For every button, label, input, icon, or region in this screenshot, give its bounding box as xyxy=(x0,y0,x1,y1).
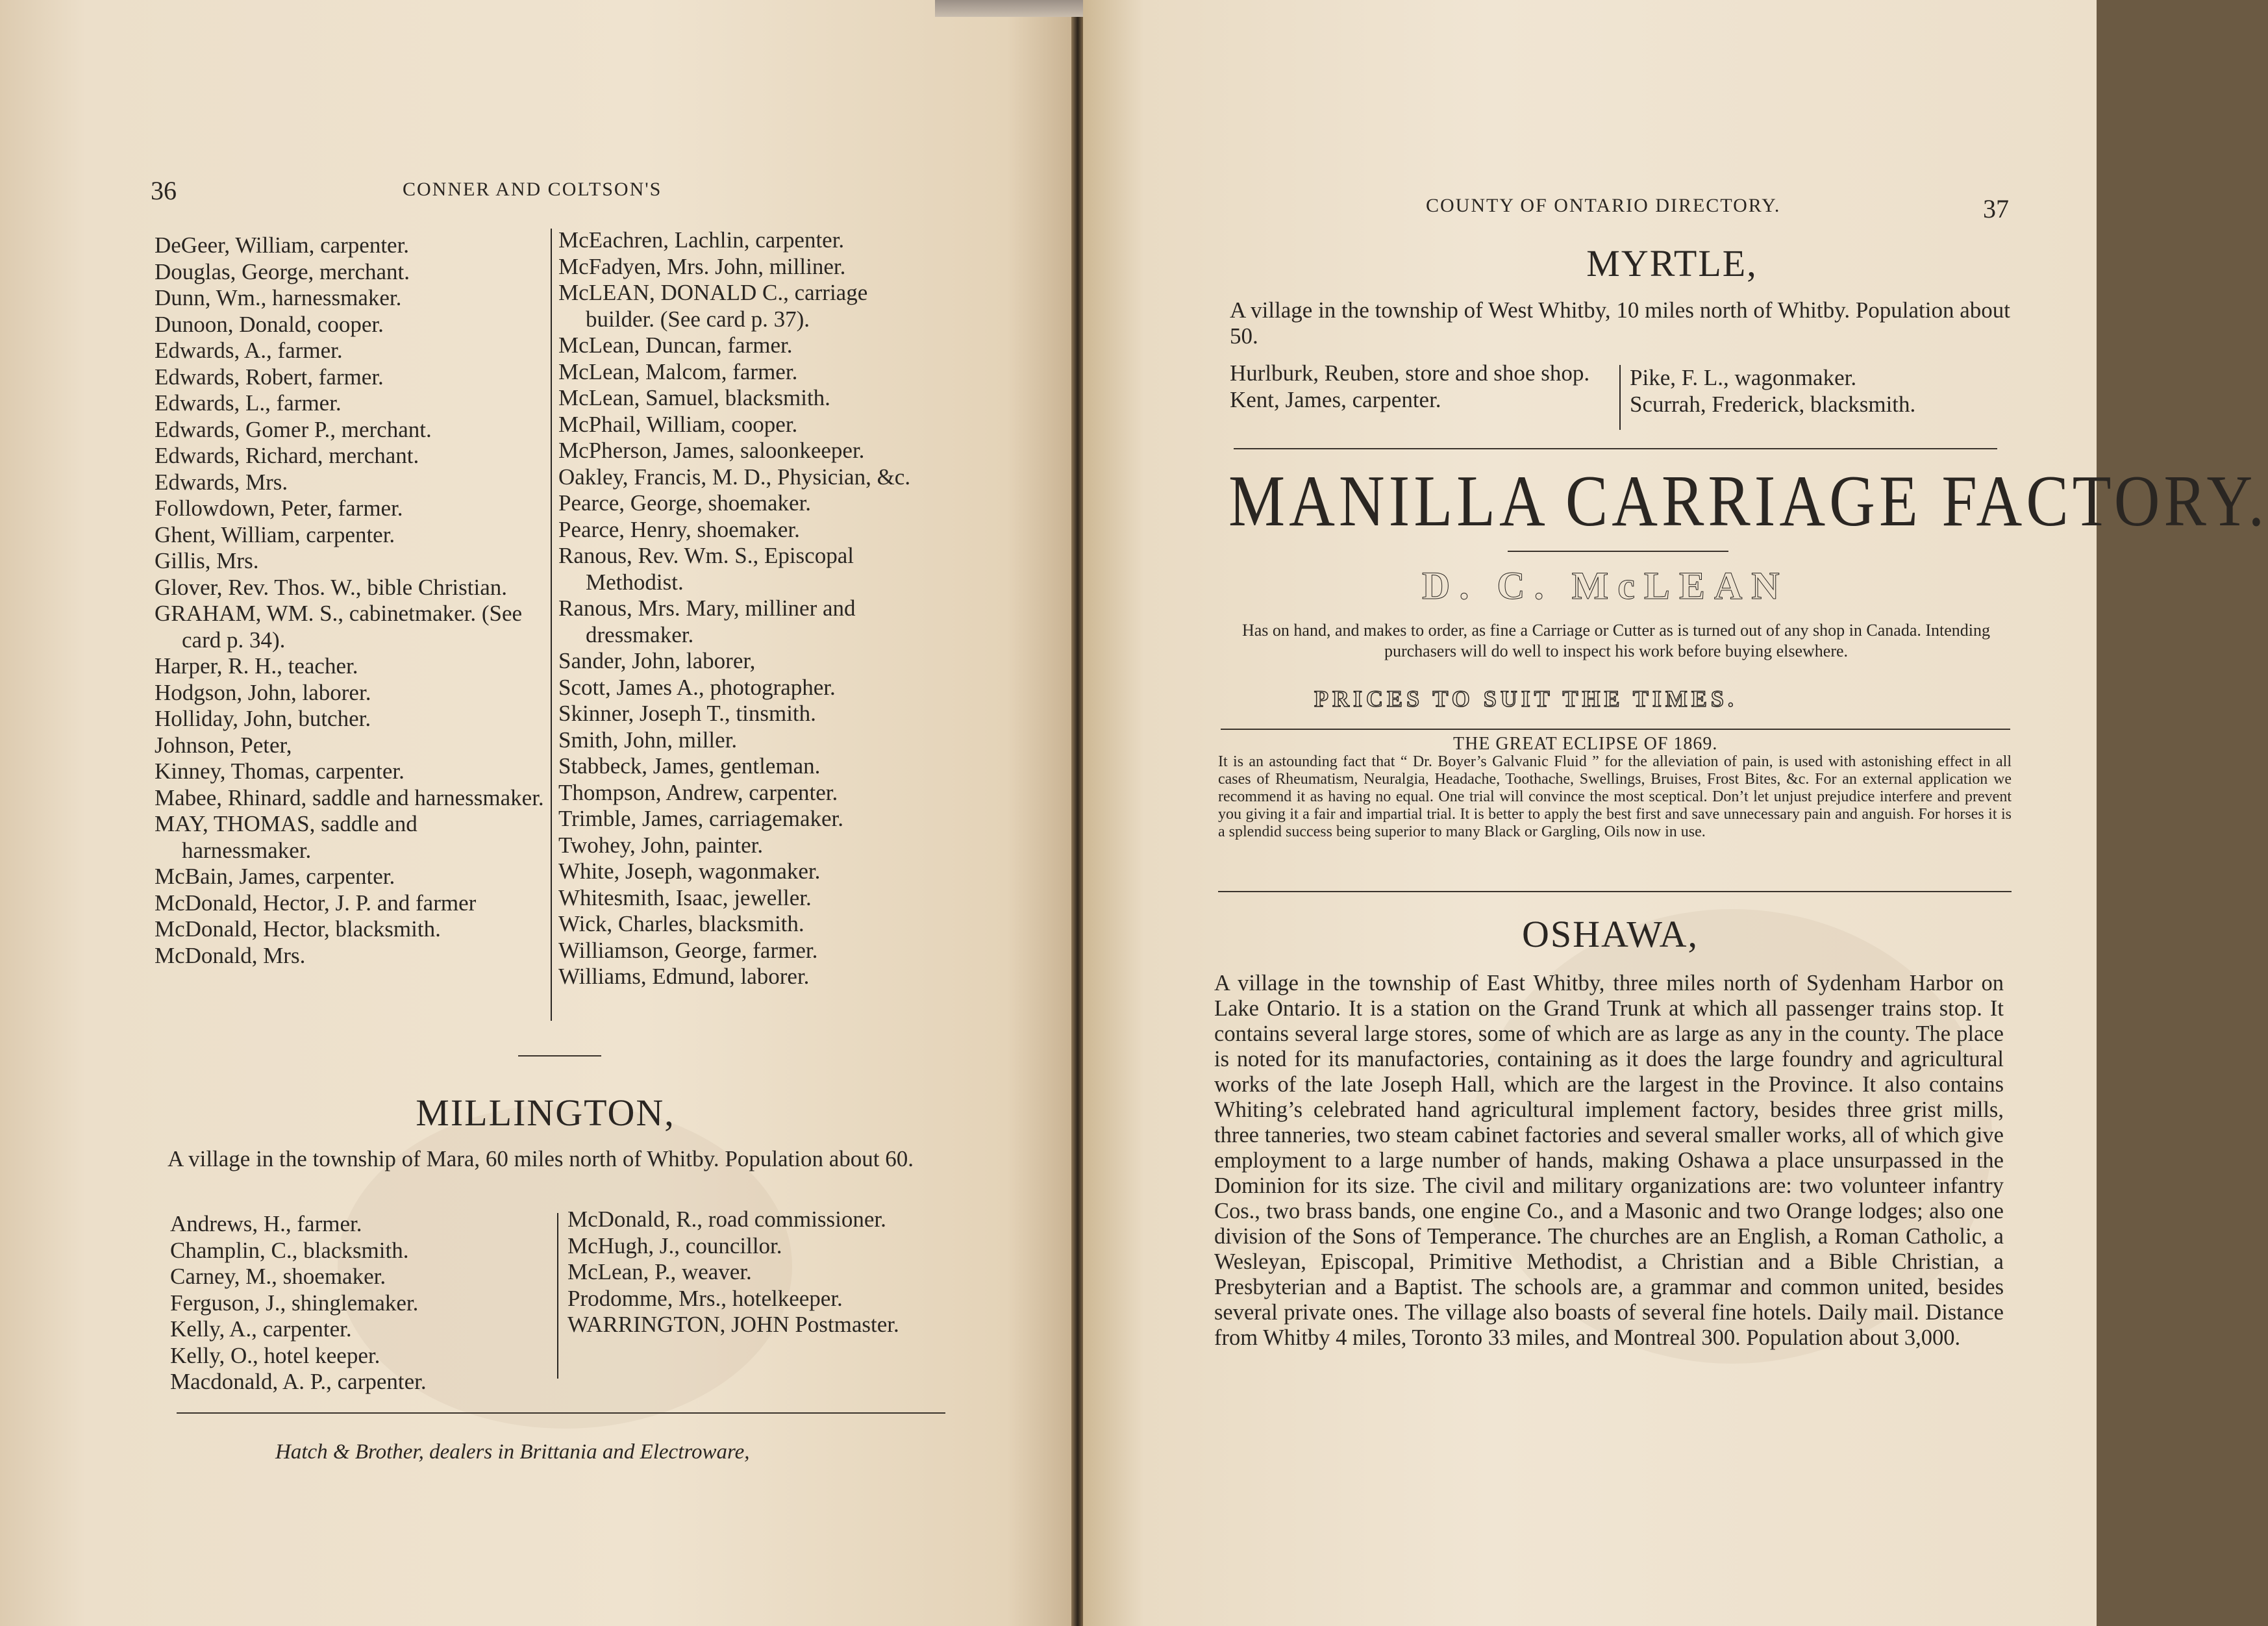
directory-entry: McDonald, Mrs. xyxy=(155,942,306,968)
directory-entry: Kelly, O., hotel keeper. xyxy=(170,1342,380,1368)
directory-entry: Ranous, Mrs. Mary, milliner and dressmaker. xyxy=(558,595,856,647)
directory-entry: Pearce, George, shoemaker. xyxy=(558,490,812,516)
millington-column-2 xyxy=(567,1207,970,1338)
directory-entry: Dunn, Wm., harnessmaker. xyxy=(155,285,402,310)
footer-advert: Hatch & Brother, dealers in Brittania and Electroware, xyxy=(275,1440,750,1464)
directory-entry: Mabee, Rhinard, saddle and harnessmaker. xyxy=(155,784,544,810)
directory-entry: Ranous, Rev. Wm. S., Episcopal Methodist. xyxy=(558,543,854,595)
directory-entry: Champlin, C., blacksmith. xyxy=(170,1237,409,1263)
millington-description: A village in the township of Mara, 60 miles north of Whitby. Population about 60. xyxy=(168,1146,914,1171)
eclipse-body: It is an astounding fact that “ Dr. Boyer’s Galvanic Fluid ” for the alleviation of pain, is used with astonishing effect in all cases of Rheumatism, Neuralgia, Headache, Toothache, Swellings, Bruises, Frost Bites, &c. For an external application we recommend it as having no equal. One trial will convince the most sceptical. Don’t let unjust prejudice interfere and prevent you giving it a fair and impartial trial. It is better to apply the best first and save unnecessary pain and anguish. For horses it is a splendid success being superior to many Black or Gargling, Oils now in use. xyxy=(1218,753,2012,840)
directory-entry: Edwards, Robert, farmer. xyxy=(155,364,384,390)
section-title-oshawa: OSHAWA, xyxy=(1522,913,1699,955)
directory-entry: Smith, John, miller. xyxy=(558,727,738,753)
directory-entry: McLean, P., weaver. xyxy=(567,1259,752,1284)
advert-slogan: PRICES TO SUIT THE TIMES. xyxy=(1314,686,1738,712)
directory-entry: Twohey, John, painter. xyxy=(558,832,764,858)
directory-entry: Oakley, Francis, M. D., Physician, &c. xyxy=(558,464,911,490)
directory-entry: Pearce, Henry, shoemaker. xyxy=(558,516,800,542)
section-divider xyxy=(518,1055,601,1057)
directory-entry: McLean, Malcom, farmer. xyxy=(558,358,798,384)
directory-entry: Whitesmith, Isaac, jeweller. xyxy=(558,884,812,910)
page-number-left: 36 xyxy=(151,176,177,205)
directory-entry: Ferguson, J., shinglemaker. xyxy=(170,1290,419,1316)
directory-entry: Gillis, Mrs. xyxy=(155,548,259,573)
directory-entry: DeGeer, William, carpenter. xyxy=(155,232,410,258)
directory-entry: White, Joseph, wagonmaker. xyxy=(558,858,821,884)
directory-entry: Edwards, Richard, merchant. xyxy=(155,443,419,468)
directory-entry: Prodomme, Mrs., hotelkeeper. xyxy=(567,1285,843,1311)
directory-entry: Followdown, Peter, farmer. xyxy=(155,495,403,521)
directory-entry: McDonald, R., road commissioner. xyxy=(567,1207,886,1232)
directory-entry: McLean, Samuel, blacksmith. xyxy=(558,385,830,410)
oshawa-description: A village in the township of East Whitby, three miles north of Sydenham Harbor on Lake Ontario. It is a station on the Grand Trunk at which all passenger trains stop. It contains several large stores, some of which are as large as any in the county. The place is noted for its manufactories, containing as it does the large foundry and agricultural works of the late Joseph Hall, which are the largest in the Province. It also contains Whiting’s celebrated hand agricultural implement factory, besides three grist mills, three tanneries, two steam cabinet factories and several smaller works, all of which give employment to a large number of hands, making Oshawa a place unsurpassed in the Dominion for its size. The civil and military organizations are: two volunteer infantry Cos., two brass bands, one engine Co., and a Masonic and two Orange lodges; also one division of the Sons of Temperance. The churches are an English, a Roman Catholic, a Wesleyan, Episcopal, Primitive Methodist, a Christian and a Bible Christian, a Presbyterian and a Baptist. The schools are, a grammar and common united, besides several private ones. The village also boasts of several fine hotels. Daily mail. Distance from Whitby 4 miles, Toronto 33 miles, and Montreal 300. Population about 3,000. xyxy=(1214,971,2004,1350)
directory-entry: Hurlburk, Reuben, store and shoe shop. xyxy=(1230,360,1590,386)
section-title-millington: MILLINGTON, xyxy=(416,1092,675,1134)
directory-entry: Sander, John, laborer, xyxy=(558,648,756,673)
directory-entry: MAY, THOMAS, saddle and harnessmaker. xyxy=(155,811,417,863)
advert-proprietor: D. C. McLEAN xyxy=(1422,564,1789,607)
directory-entry: Dunoon, Donald, cooper. xyxy=(155,311,384,337)
directory-entry: McFadyen, Mrs. John, milliner. xyxy=(558,253,846,279)
millington-column-1 xyxy=(170,1211,540,1395)
directory-entry: McPherson, James, saloonkeeper. xyxy=(558,438,865,463)
directory-entry: Stabbeck, James, gentleman. xyxy=(558,753,821,779)
directory-entry: Edwards, L., farmer. xyxy=(155,390,342,416)
directory-entry: Edwards, Gomer P., merchant. xyxy=(155,416,432,442)
directory-entry: Williamson, George, farmer. xyxy=(558,937,818,963)
directory-column-1 xyxy=(155,232,544,969)
column-divider xyxy=(557,1213,558,1379)
directory-entry: Johnson, Peter, xyxy=(155,732,292,758)
directory-entry: Andrews, H., farmer. xyxy=(170,1211,362,1236)
eclipse-rule xyxy=(1221,729,2010,730)
section-title-myrtle: MYRTLE, xyxy=(1586,242,1758,284)
directory-entry: Pike, F. L., wagonmaker. xyxy=(1630,365,1857,390)
directory-entry: McDonald, Hector, blacksmith. xyxy=(155,916,441,942)
myrtle-column-1 xyxy=(1230,360,1610,413)
book-spine xyxy=(1071,0,1083,1626)
directory-entry: McPhail, William, cooper. xyxy=(558,411,798,437)
directory-entry: Kinney, Thomas, carpenter. xyxy=(155,758,405,784)
advert-underline xyxy=(1508,551,1728,552)
directory-entry: Williams, Edmund, laborer. xyxy=(558,964,810,989)
directory-entry: McLEAN, DONALD C., carriage builder. (See card p. 37). xyxy=(558,280,868,332)
directory-entry: Carney, M., shoemaker. xyxy=(170,1264,386,1289)
directory-entry: Kent, James, carpenter. xyxy=(1230,386,1441,412)
directory-entry: GRAHAM, WM. S., cabinetmaker. (See card p. 34). xyxy=(155,601,523,653)
directory-entry: McEachren, Lachlin, carpenter. xyxy=(558,227,845,253)
advert-body: Has on hand, and makes to order, as fine a Carriage or Cutter as is turned out of any shop in Canada. Intending purchasers will do well to inspect his work before buying elsewhere. xyxy=(1241,621,1991,660)
directory-entry: Edwards, A., farmer. xyxy=(155,338,343,363)
oshawa-rule xyxy=(1218,891,2012,892)
directory-entry: Douglas, George, merchant. xyxy=(155,258,410,284)
directory-entry: Kelly, A., carpenter. xyxy=(170,1316,352,1342)
advert-heading: MANILLA CARRIAGE FACTORY. xyxy=(1228,461,2268,542)
directory-entry: Edwards, Mrs. xyxy=(155,469,288,495)
myrtle-column-2 xyxy=(1630,365,1993,418)
directory-entry: Hodgson, John, laborer. xyxy=(155,679,371,705)
directory-entry: Thompson, Andrew, carpenter. xyxy=(558,779,838,805)
advert-rule xyxy=(1234,448,1997,449)
directory-entry: Scott, James A., photographer. xyxy=(558,674,836,700)
column-divider xyxy=(1619,365,1621,430)
directory-entry: Holliday, John, butcher. xyxy=(155,706,371,731)
directory-column-2 xyxy=(558,227,922,990)
directory-entry: Skinner, Joseph T., tinsmith. xyxy=(558,701,816,726)
page-number-right: 37 xyxy=(1983,194,2009,223)
directory-entry: Ghent, William, carpenter. xyxy=(155,521,395,547)
running-head-left: CONNER AND COLTSON'S xyxy=(403,179,662,200)
directory-entry: Scurrah, Frederick, blacksmith. xyxy=(1630,391,1916,417)
directory-entry: McBain, James, carpenter. xyxy=(155,864,395,889)
directory-entry: Trimble, James, carriagemaker. xyxy=(558,806,843,831)
directory-entry: McDonald, Hector, J. P. and farmer xyxy=(155,890,477,916)
running-head-right: COUNTY OF ONTARIO DIRECTORY. xyxy=(1426,195,1781,216)
footer-rule xyxy=(177,1412,945,1414)
eclipse-title: THE GREAT ECLIPSE OF 1869. xyxy=(1453,734,1718,754)
directory-entry: Glover, Rev. Thos. W., bible Christian. xyxy=(155,574,508,600)
myrtle-description: A village in the township of West Whitby, 10 miles north of Whitby. Population about 50. xyxy=(1230,297,2010,349)
directory-entry: WARRINGTON, JOHN Postmaster. xyxy=(567,1312,899,1337)
column-divider xyxy=(551,229,552,1021)
directory-entry: McHugh, J., councillor. xyxy=(567,1232,782,1258)
directory-entry: McLean, Duncan, farmer. xyxy=(558,332,793,358)
directory-entry: Macdonald, A. P., carpenter. xyxy=(170,1369,427,1394)
directory-entry: Wick, Charles, blacksmith. xyxy=(558,911,804,936)
directory-entry: Harper, R. H., teacher. xyxy=(155,653,358,679)
